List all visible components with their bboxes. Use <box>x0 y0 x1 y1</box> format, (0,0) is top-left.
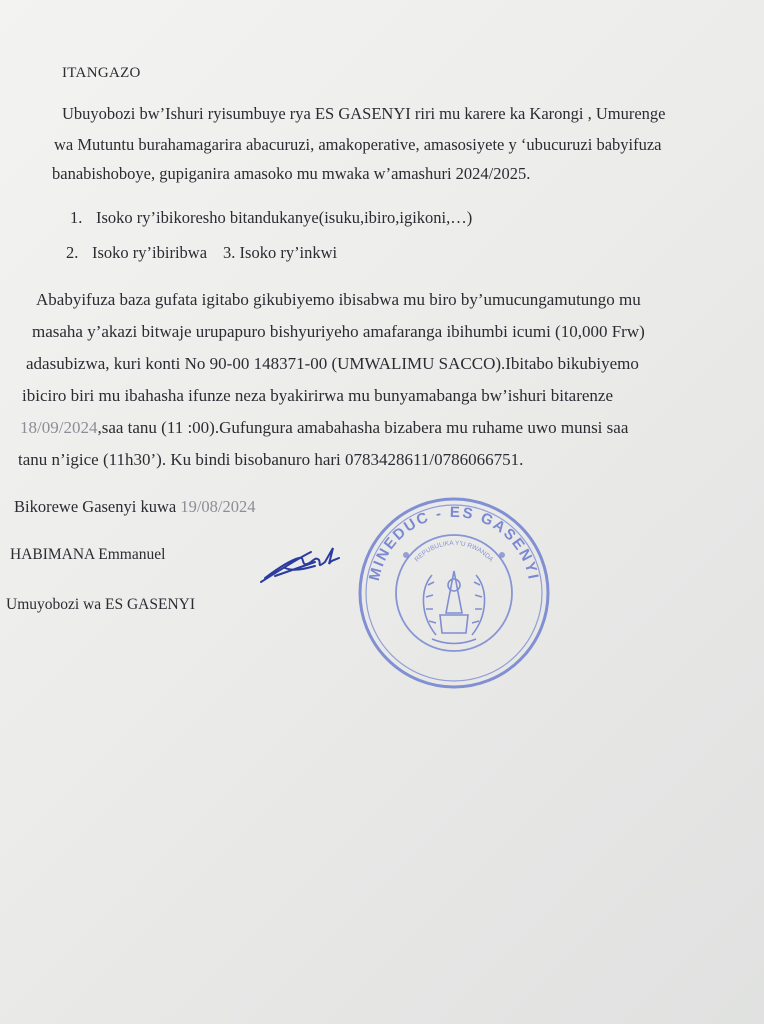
list-item-text: Isoko ry’inkwi <box>239 243 338 262</box>
body-line-1: Ababyifuza baza gufata igitabo gikubiyemo ibisabwa mu biro by’umucungamutungo mu <box>36 290 641 309</box>
list-item-2-3 <box>66 243 337 263</box>
body-line-2: masaha y’akazi bitwaje urupapuro bishyuriyeho amafaranga ibihumbi icumi (10,000 Frw) <box>32 322 645 341</box>
coat-of-arms-icon <box>423 571 484 644</box>
list-item-text: Isoko ry’ibiribwa <box>92 243 208 262</box>
list-item-1 <box>70 208 472 228</box>
list-item-number: 3. <box>223 243 236 262</box>
stamp-inner-text: REPUBULIKA Y'U RWANDA <box>413 539 495 564</box>
list-item-number: 2. <box>66 243 79 262</box>
intro-line-2: wa Mutuntu burahamagarira abacuruzi, amakoperative, amasosiyete y ‘ubucuruzi babyifuza <box>54 135 662 154</box>
signoff-date: 19/08/2024 <box>180 497 256 516</box>
signatory-title: Umuyobozi wa ES GASENYI <box>6 596 195 613</box>
document-title: ITANGAZO <box>62 65 141 81</box>
body-line-6: tanu n’igice (11h30’). Ku bindi bisobanuro hari 0783428611/0786066751. <box>18 450 524 469</box>
body-line-4: ibiciro biri mu ibahasha ifunze neza byakirirwa mu bunyamabanga bw’ishuri bitarenze <box>22 386 614 405</box>
deadline-date: 18/09/2024 <box>20 418 98 437</box>
intro-line-1: Ubuyobozi bw’Ishuri ryisumbuye rya ES GASENYI riri mu karere ka Karongi , Umurenge <box>62 104 666 123</box>
signatory-name: HABIMANA Emmanuel <box>10 546 166 563</box>
body-line-5-text: ,saa tanu (11 :00).Gufungura amabahasha bizabera mu ruhame uwo munsi saa <box>97 418 629 437</box>
stamp-text: MINEDUC - ES GASENYI <box>365 503 542 583</box>
signoff-place: Bikorewe Gasenyi kuwa <box>14 497 181 516</box>
school-stamp <box>354 493 554 693</box>
list-item-number: 1. <box>70 208 83 227</box>
list-item-text: Isoko ry’ibikoresho bitandukanye(isuku,ibiro,igikoni,…) <box>96 208 473 227</box>
body-line-3: adasubizwa, kuri konti No 90-00 148371-00 (UMWALIMU SACCO).Ibitabo bikubiyemo <box>26 354 639 373</box>
body-line-5 <box>20 418 628 438</box>
handwritten-signature <box>255 538 345 588</box>
intro-line-3: banabishoboye, gupiganira amasoko mu mwaka w’amashuri 2024/2025. <box>52 164 531 183</box>
signoff-place-date <box>14 497 256 517</box>
